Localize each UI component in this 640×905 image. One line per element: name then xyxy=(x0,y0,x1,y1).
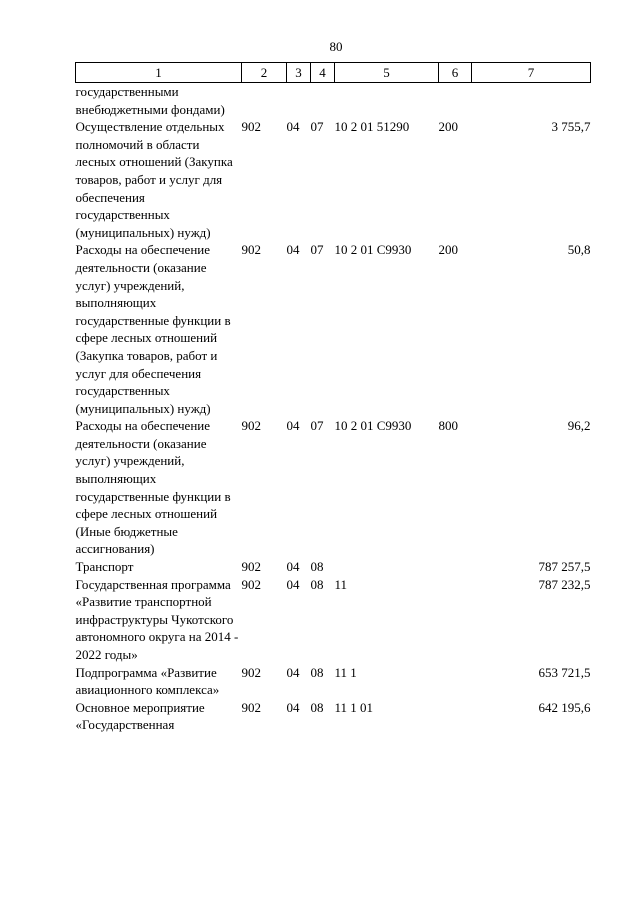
row-amount: 3 755,7 xyxy=(551,119,591,135)
row-code: 902 xyxy=(241,242,261,258)
header-col-4: 4 xyxy=(311,63,335,83)
table-body xyxy=(76,83,591,734)
row-section: 04 xyxy=(286,559,300,575)
row-code xyxy=(242,83,287,119)
row-target-item: 11 1 01 xyxy=(334,699,374,715)
row-expense-type xyxy=(439,664,472,699)
table-row xyxy=(76,699,591,734)
row-amount: 653 721,5 xyxy=(538,664,591,680)
table-row xyxy=(76,241,591,417)
row-expense-type xyxy=(439,83,472,119)
row-amount: 787 257,5 xyxy=(538,559,591,575)
row-name: Подпрограмма «Развитие авиационного комплекса» xyxy=(75,664,220,698)
row-expense-type: 800 xyxy=(438,418,458,434)
row-subsection: 08 xyxy=(310,559,324,575)
row-subsection: 08 xyxy=(310,576,324,592)
header-col-7: 7 xyxy=(472,63,591,83)
row-code: 902 xyxy=(241,418,261,434)
row-subsection: 07 xyxy=(310,242,324,258)
table-header xyxy=(76,63,591,83)
table-row xyxy=(76,558,591,576)
row-expense-type xyxy=(439,558,472,576)
row-subsection: 08 xyxy=(310,699,324,715)
row-target-item: 11 xyxy=(334,576,348,592)
page-number: 80 xyxy=(329,39,343,54)
table-row xyxy=(76,417,591,558)
row-target-item: 10 2 01 С9930 xyxy=(334,242,412,258)
row-expense-type: 200 xyxy=(438,119,458,135)
header-col-5: 5 xyxy=(335,63,439,83)
row-section: 04 xyxy=(286,576,300,592)
header-row xyxy=(76,63,591,83)
row-code: 902 xyxy=(241,559,261,575)
row-target-item xyxy=(335,83,439,119)
row-name: Расходы на обеспечение деятельности (оказание услуг) учреждений, выполняющих государственные функции в сфере лесных отношений (Закупка товаров, работ и услуг для обеспечения государственных (муниципальных) нужд) xyxy=(75,242,231,416)
row-amount: 50,8 xyxy=(567,242,591,258)
row-expense-type xyxy=(439,576,472,664)
row-subsection: 08 xyxy=(310,664,324,680)
row-amount: 96,2 xyxy=(567,418,591,434)
row-section: 04 xyxy=(286,119,300,135)
header-col-2: 2 xyxy=(242,63,287,83)
row-name: Транспорт xyxy=(75,559,134,575)
row-code: 902 xyxy=(241,119,261,135)
row-target-item xyxy=(335,558,439,576)
row-code: 902 xyxy=(241,699,261,715)
row-name: Расходы на обеспечение деятельности (оказание услуг) учреждений, выполняющих государственные функции в сфере лесных отношений (Иные бюджетные ассигнования) xyxy=(75,418,231,557)
row-expense-type: 200 xyxy=(438,242,458,258)
row-name: Основное мероприятие «Государственная xyxy=(75,699,205,733)
row-amount xyxy=(472,83,591,119)
header-col-6: 6 xyxy=(439,63,472,83)
header-col-3: 3 xyxy=(287,63,311,83)
row-subsection: 07 xyxy=(310,418,324,434)
row-section: 04 xyxy=(286,699,300,715)
table-row xyxy=(76,576,591,664)
row-subsection: 07 xyxy=(310,119,324,135)
header-col-1: 1 xyxy=(76,63,242,83)
budget-table xyxy=(75,62,591,734)
row-target-item: 10 2 01 С9930 xyxy=(334,418,412,434)
row-section: 04 xyxy=(286,418,300,434)
row-expense-type xyxy=(439,699,472,734)
row-code: 902 xyxy=(241,576,261,592)
table-row xyxy=(76,664,591,699)
row-section xyxy=(287,83,311,119)
row-amount: 642 195,6 xyxy=(538,699,591,715)
row-name: государственными внебюджетными фондами) xyxy=(75,84,225,117)
row-section: 04 xyxy=(286,664,300,680)
row-name: Государственная программа «Развитие транспортной инфраструктуры Чукотского автономного округа на 2014 - 2022 годы» xyxy=(75,576,239,662)
row-name: Осуществление отдельных полномочий в области лесных отношений (Закупка товаров, работ и услуг для обеспечения государственных (муниципальных) нужд) xyxy=(75,119,233,240)
table-row xyxy=(76,118,591,241)
row-amount: 787 232,5 xyxy=(538,576,591,592)
row-target-item: 11 1 xyxy=(334,664,357,680)
row-section: 04 xyxy=(286,242,300,258)
table-row xyxy=(76,83,591,119)
row-code: 902 xyxy=(241,664,261,680)
row-target-item: 10 2 01 51290 xyxy=(334,119,410,135)
row-subsection xyxy=(311,83,335,119)
